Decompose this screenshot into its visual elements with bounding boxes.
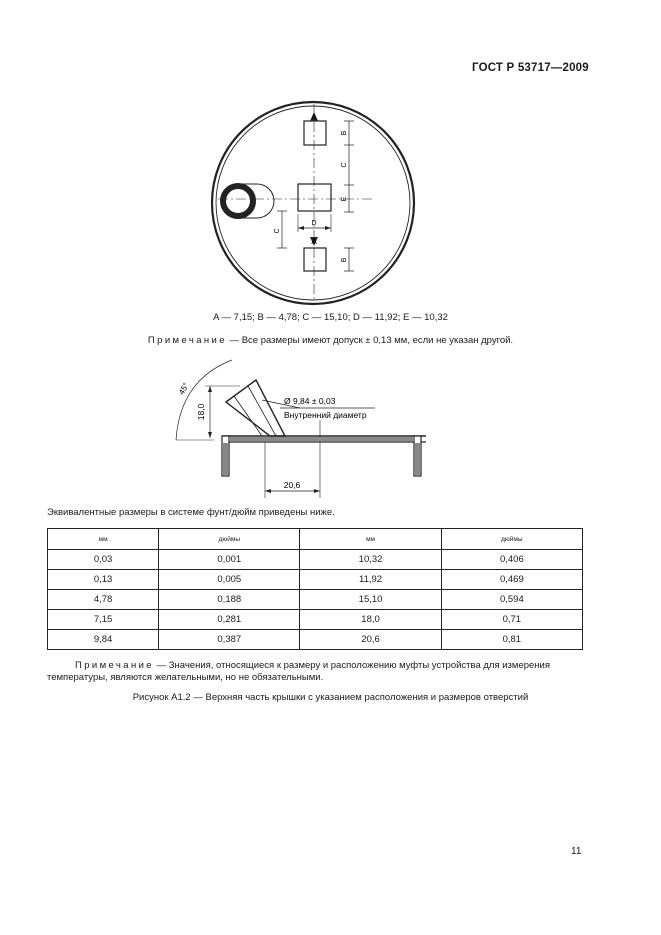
table-row [48,570,583,590]
probe-hole [223,186,253,216]
angled-tube [226,380,285,436]
inner-diameter-label: Внутренний диаметр [284,410,367,420]
center-slot [298,184,331,211]
table-cell: 11,92 [300,570,441,590]
note-1-text: — Все размеры имеют допуск ± 0,13 мм, если не указан другой. [226,335,514,346]
label-d: D [311,220,317,227]
note-1 [0,335,661,346]
table-row [48,590,583,610]
header-mm-1: мм [48,529,159,550]
table-cell: 9,84 [48,630,159,650]
figure-caption: Рисунок А1.2 — Верхняя часть крышки с указанием расположения и размеров отверстий [132,692,529,703]
label-c-left: C [274,228,281,234]
table-header-row [48,529,583,550]
label-b-bottom: B [341,257,348,263]
header-mm-2: мм [300,529,441,550]
table-cell: 0,469 [441,570,582,590]
table-cell: 15,10 [300,590,441,610]
label-e: E [341,196,348,202]
table-cell: 10,32 [300,550,441,570]
lid-plan-drawing [0,0,661,310]
note-2 [47,660,583,684]
table-cell: 0,406 [441,550,582,570]
note-2-text: — Значения, относящиеся к размеру и расположению муфты устройства для измерения температуры, являются желательными, но не обязательными. [47,660,550,683]
table-row [48,550,583,570]
label-a-top: A [311,113,317,122]
table-cell: 0,387 [159,630,300,650]
width-label: 20,6 [283,480,301,490]
table-cell: 7,15 [48,610,159,630]
table-cell: 0,81 [441,630,582,650]
table-cell: 0,71 [441,610,582,630]
lower-slot [304,248,326,271]
conversion-table [47,528,583,650]
header-inch-1: дюймы [159,529,300,550]
standard-number: ГОСТ Р 53717—2009 [472,62,589,74]
label-a-bottom: A [311,237,317,246]
header-inch-2: дюймы [441,529,582,550]
table-cell: 20,6 [300,630,441,650]
table-row [48,610,583,630]
table-cell: 4,78 [48,590,159,610]
dimensions-line: A — 7,15; B — 4,78; C — 15,10; D — 11,92; E — 10,32 [213,312,448,323]
table-cell: 0,281 [159,610,300,630]
label-c-top: C [341,162,348,168]
upper-slot [304,121,326,145]
table-cell: 0,001 [159,550,300,570]
lid-outer-circle [212,102,414,304]
note-2-prefix: Примечание [75,660,154,671]
equivalent-text: Эквивалентные размеры в системе фунт/дюйм приведены ниже. [47,507,335,518]
table-cell: 18,0 [300,610,441,630]
label-b-top: B [341,130,348,136]
table-cell: 0,594 [441,590,582,610]
height-label: 18,0 [196,403,206,421]
angle-label: 45° [176,381,191,397]
page-number: 11 [571,846,582,857]
diameter-label: Ø 9,84 ± 0,03 [284,396,336,406]
table-cell: 0,188 [159,590,300,610]
note-1-prefix: Примечание [147,335,227,346]
table-row [48,630,583,650]
table-cell: 0,005 [159,570,300,590]
table-cell: 0,13 [48,570,159,590]
table-cell: 0,03 [48,550,159,570]
lid-section-drawing [0,350,661,500]
